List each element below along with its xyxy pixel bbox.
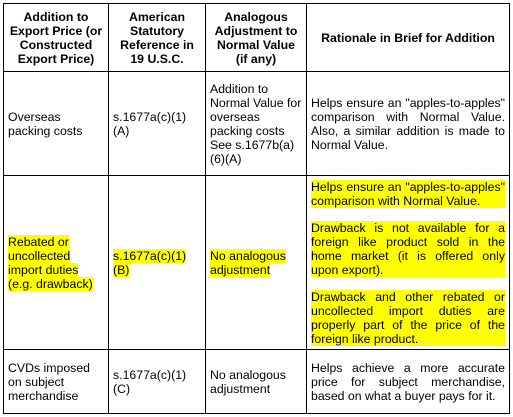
header-row	[4, 4, 510, 72]
addition-cell	[4, 176, 109, 350]
reference-cell	[109, 350, 206, 414]
reference-cell	[109, 176, 206, 350]
additions-table	[3, 3, 510, 414]
adjustment-text: No analogous adjustment	[210, 248, 286, 277]
rationale-cell	[307, 72, 510, 176]
rationale-cell	[307, 176, 510, 350]
rationale-text: Helps achieve a more accurate price for subject merchandise, based on what a buyer pays for it.	[311, 360, 505, 403]
header-reference: American Statutory Reference in 19 U.S.C.	[109, 4, 206, 72]
table-row	[4, 350, 510, 414]
rationale-text: Drawback and other rebated or uncollected import duties are properly part of the price of the foreign like product.	[311, 289, 505, 346]
reference-text: s.1677a(c)(1)(B)	[113, 248, 187, 277]
adjustment-text: Addition to Normal Value for overseas packing costs See s.1677b(a)(6)(A)	[210, 81, 302, 166]
addition-text: CVDs imposed on subject merchandise	[8, 360, 91, 403]
adjustment-cell	[206, 72, 307, 176]
addition-text: Overseas packing costs	[8, 109, 83, 138]
reference-text: s.1677a(c)(1)(A)	[113, 109, 187, 138]
rationale-text: Drawback is not available for a foreign like product sold in the home market (it is offered only upon export).	[311, 220, 505, 277]
table-row	[4, 176, 510, 350]
rationale-text: Helps ensure an "apples-to-apples" comparison with Normal Value.	[311, 179, 505, 208]
addition-text: Rebated or uncollected import duties (e.g. drawback)	[8, 234, 93, 291]
header-adjustment: Analogous Adjustment to Normal Value (if any)	[206, 4, 307, 72]
addition-cell	[4, 350, 109, 414]
header-rationale: Rationale in Brief for Addition	[307, 4, 510, 72]
addition-cell	[4, 72, 109, 176]
rationale-cell	[307, 350, 510, 414]
rationale-text: Helps ensure an "apples-to-apples" comparison with Normal Value. Also, a similar addition is made to Normal Value.	[311, 95, 505, 152]
adjustment-cell	[206, 350, 307, 414]
reference-cell	[109, 72, 206, 176]
adjustment-cell	[206, 176, 307, 350]
table-row	[4, 72, 510, 176]
header-addition: Addition to Export Price (or Constructed Export Price)	[4, 4, 109, 72]
reference-text: s.1677a(c)(1)(C)	[113, 367, 187, 396]
adjustment-text: No analogous adjustment	[210, 367, 286, 396]
